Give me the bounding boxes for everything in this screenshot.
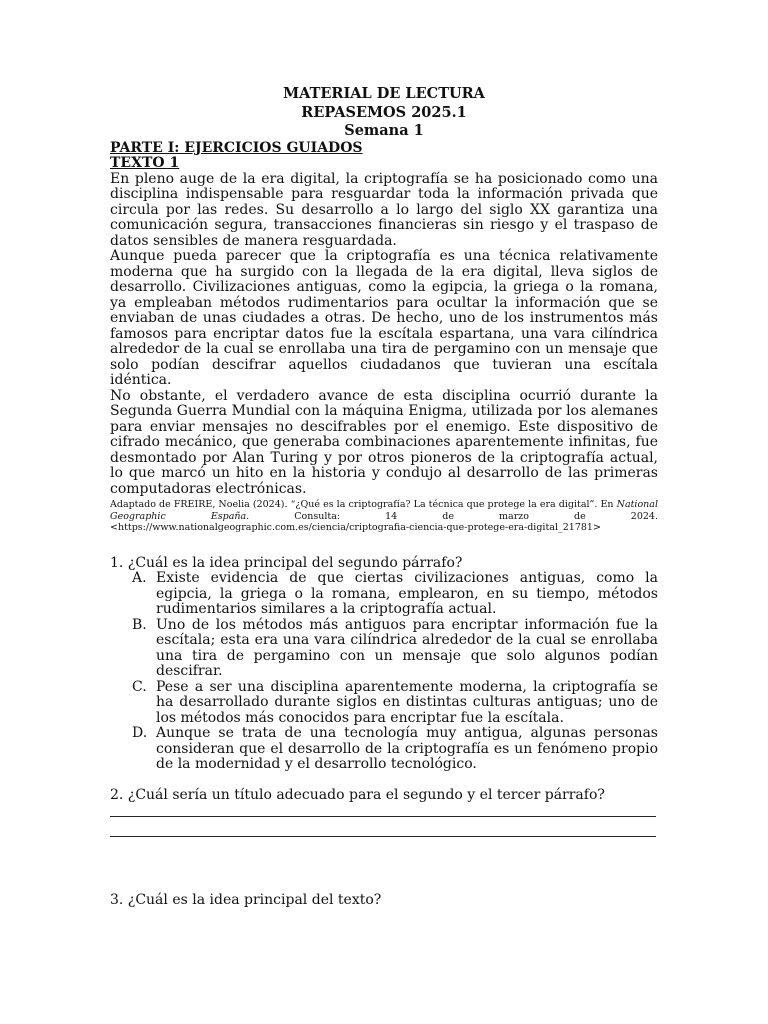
document-content [110,85,658,909]
option-d-letter: D. [132,725,148,741]
citation [110,499,658,534]
option-a [110,571,658,618]
citation-magazine: National Geographic España. [110,499,658,522]
header-subtitle: REPASEMOS 2025.1 [301,103,467,121]
paragraph-1: En pleno auge de la era digital, la criptografía se ha posicionado como una disciplina indispensable para resguardar toda la información privada que circula por las redes. Su desarrollo a lo largo del siglo XX garantiza una comunicación segura, transacciones financieras sin riesgo y el traspaso de datos sensibles de manera resguardada. [110,170,658,249]
text-title: TEXTO 1 [110,155,180,171]
question-1-options [110,571,658,773]
option-a-letter: A. [132,570,147,586]
question-1: 1. ¿Cuál es la idea principal del segundo párrafo? [110,554,463,571]
citation-part-1: Adaptado de FREIRE, Noelia (2024). “¿Qué es la criptografía? La técnica que protege la era digital”. En [110,499,614,510]
paragraph-3: No obstante, el verdadero avance de esta disciplina ocurrió durante la Segunda Guerra Mundial con la máquina Enigma, utilizada por los alemanes para enviar mensajes no descifrables por el enemigo. Este dispositivo de cifrado mecánico, que generaba combinaciones aparentemente infinitas, fue desmontado por Alan Turing y por otros pioneros de la criptografía actual, lo que marcó un hito en la historia y condujo al desarrollo de las primeras computadoras electrónicas. [110,387,658,497]
option-c [110,680,658,727]
header-week: Semana 1 [344,122,424,139]
option-a-text: Existe evidencia de que ciertas civilizaciones antiguas, como la egipcia, la griega o la romana, emplearon, en su tiempo, métodos rudimentarios similares a la criptografía actual. [156,570,658,617]
paragraph-2: Aunque pueda parecer que la criptografía es una técnica relativamente moderna que ha surgido con la llegada de la era digital, lleva siglos de desarrollo. Civilizaciones antiguas, como la egipcia, la griega o la romana, ya empleaban métodos rudimentarios para ocultar la información que se enviaban de unas ciudades a otras. De hecho, uno de los instrumentos más famosos para encriptar datos fue la escítala espartana, una vara cilíndrica alrededor de la cual se enrollaba una tira de pergamino con un mensaje que solo podían descifrar aquellos ciudadanos que tuvieran una escítala idéntica. [110,248,658,388]
option-c-letter: C. [132,678,147,695]
question-3: 3. ¿Cuál es la idea principal del texto? [110,892,382,908]
option-b-letter: B. [132,616,147,633]
citation-part-2: Consulta: 14 de marzo de 2024. <https://www.nationalgeographic.com.es/ciencia/criptografia-ciencia-que-protege-era-digital_21781> [110,510,658,533]
option-b-text: Uno de los métodos más antiguos para encriptar información fue la escítala; esta era una vara cilíndrica alrededor de la cual se enrollaba una tira de pergamino con un mensaje que solo algunos podían descifrar. [156,616,658,679]
option-b [110,618,658,680]
option-d-text: Aunque se trata de una tecnología muy antigua, algunas personas consideran que el desarrollo de la criptografía es un fenómeno propio de la modernidad y el desarrollo tecnológico. [156,725,658,772]
option-c-text: Pese a ser una disciplina aparentemente moderna, la criptografía se ha desarrollado durante siglos en distintas culturas antiguas; uno de los métodos más conocidos para encriptar fue la escítala. [156,678,658,726]
answer-line-1[interactable] [110,805,656,817]
header-title: MATERIAL DE LECTURA [283,85,485,102]
answer-line-2[interactable] [110,825,656,837]
question-2: 2. ¿Cuál sería un título adecuado para el segundo y el tercer párrafo? [110,786,605,803]
option-d [110,726,658,773]
section-title: PARTE I: EJERCICIOS GUIADOS [110,139,363,156]
